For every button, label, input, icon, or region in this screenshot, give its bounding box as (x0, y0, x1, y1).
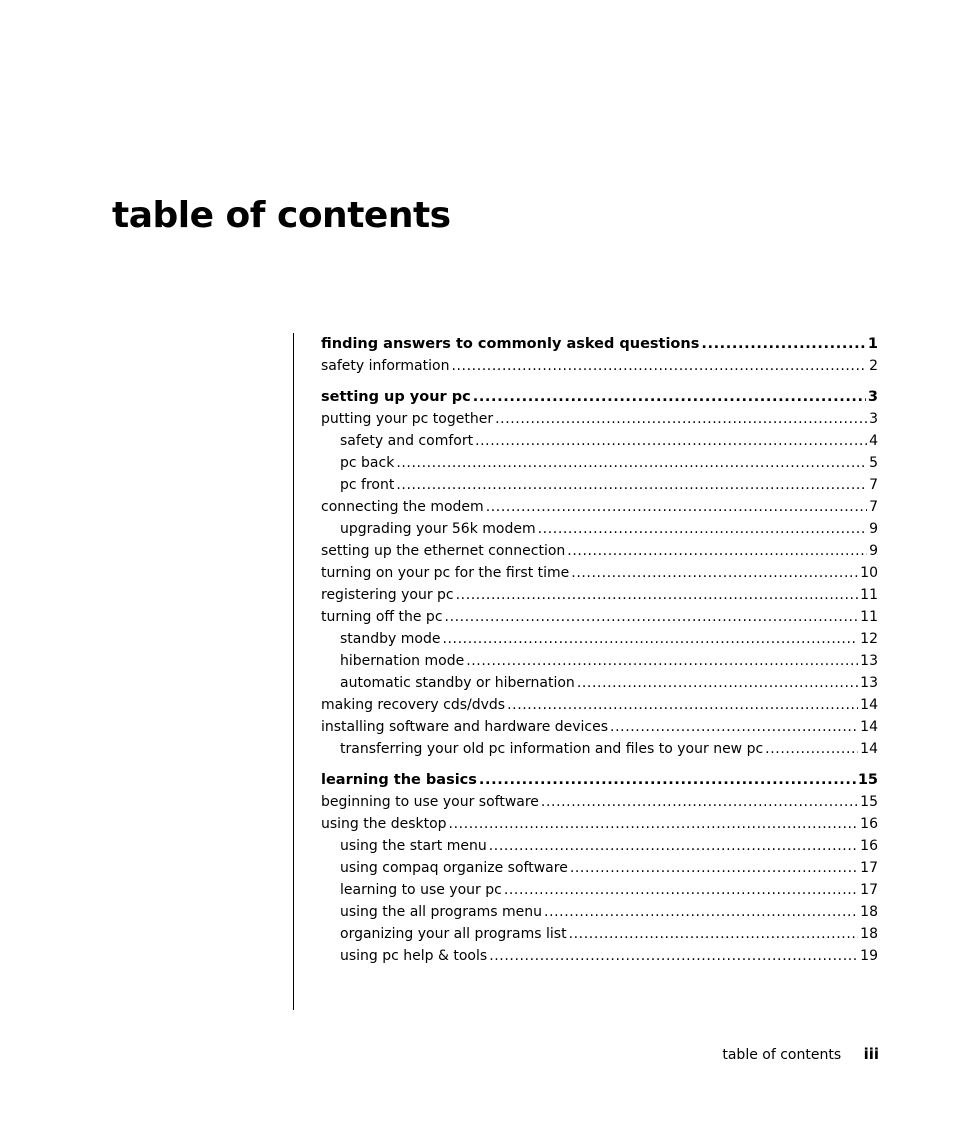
toc-entry-page: 17 (860, 882, 878, 898)
toc-dot-leader (445, 606, 859, 628)
toc-entry-page: 13 (860, 675, 878, 691)
toc-dot-leader (466, 650, 858, 672)
toc-entry[interactable] (321, 672, 878, 694)
toc-entry[interactable] (321, 452, 878, 474)
toc-entry[interactable] (321, 408, 878, 430)
toc-entry-page: 10 (860, 565, 878, 581)
toc-entry-title: safety and comfort (340, 433, 474, 449)
toc-dot-leader (567, 540, 867, 562)
toc-entry[interactable] (321, 694, 878, 716)
page-footer (722, 1045, 879, 1063)
toc-dot-leader (610, 716, 858, 738)
toc-entry-page: 14 (860, 697, 878, 713)
toc-entry[interactable] (321, 355, 878, 377)
toc-entry-title: turning off the pc (321, 609, 443, 625)
toc-dot-leader (449, 813, 859, 835)
toc-entry-page: 3 (869, 411, 878, 427)
page-title: table of contents (112, 195, 451, 236)
toc-entry-page: 9 (869, 543, 878, 559)
toc-entry-page: 16 (860, 816, 878, 832)
footer-label: table of contents (722, 1047, 842, 1063)
toc-entry[interactable] (321, 791, 878, 813)
toc-entry[interactable] (321, 606, 878, 628)
toc-entry-title: learning to use your pc (340, 882, 502, 898)
toc-dot-leader (569, 923, 859, 945)
toc-dot-leader (541, 791, 858, 813)
toc-entry-title: learning the basics (321, 772, 477, 788)
toc-entry[interactable] (321, 430, 878, 452)
toc-entry-page: 3 (867, 389, 878, 405)
toc-entry-title: using the all programs menu (340, 904, 543, 920)
toc-entry-title: beginning to use your software (321, 794, 539, 810)
toc-dot-leader (701, 333, 866, 355)
toc-entry[interactable] (321, 650, 878, 672)
toc-dot-leader (396, 474, 867, 496)
toc-entry-title: safety information (321, 358, 450, 374)
toc-dot-leader (475, 430, 867, 452)
toc-entry[interactable] (321, 945, 878, 967)
toc-entry-title: putting your pc together (321, 411, 494, 427)
toc-entry-page: 7 (869, 477, 878, 493)
toc-entry-title: using the desktop (321, 816, 447, 832)
toc-entry-page: 9 (869, 521, 878, 537)
toc-dot-leader (571, 562, 858, 584)
toc-entry-page: 15 (857, 772, 878, 788)
toc-entry-title: upgrading your 56k modem (340, 521, 536, 537)
toc-entry-title: automatic standby or hibernation (340, 675, 575, 691)
toc-entry-title: using the start menu (340, 838, 487, 854)
toc-dot-leader (504, 879, 858, 901)
toc-entry[interactable] (321, 562, 878, 584)
toc-entry-title: standby mode (340, 631, 441, 647)
toc-entry-title: pc back (340, 455, 395, 471)
toc-entry-title: installing software and hardware devices (321, 719, 609, 735)
toc-entry-page: 16 (860, 838, 878, 854)
toc-dot-leader (507, 694, 858, 716)
toc-entry-page: 5 (869, 455, 878, 471)
toc-entry-page: 4 (869, 433, 878, 449)
toc-entry-page: 11 (860, 609, 878, 625)
toc-dot-leader (473, 386, 866, 408)
toc-dot-leader (495, 408, 867, 430)
toc-entry-page: 12 (860, 631, 878, 647)
toc-entry-title: using pc help & tools (340, 948, 488, 964)
toc-dot-leader (489, 945, 858, 967)
toc-entry-title: making recovery cds/dvds (321, 697, 506, 713)
toc-chapter-entry[interactable] (321, 333, 878, 355)
toc-entry-title: using compaq organize software (340, 860, 568, 876)
toc-dot-leader (577, 672, 858, 694)
toc-entry[interactable] (321, 879, 878, 901)
toc-dot-leader (486, 496, 867, 518)
toc-entry[interactable] (321, 628, 878, 650)
toc-entry-page: 2 (869, 358, 878, 374)
toc-entry-title: transferring your old pc information and files to your new pc (340, 741, 764, 757)
toc-chapter-entry[interactable] (321, 769, 878, 791)
toc-entry[interactable] (321, 474, 878, 496)
toc-entry-page: 14 (860, 719, 878, 735)
toc-entry-page: 18 (860, 926, 878, 942)
toc-entry-title: pc front (340, 477, 395, 493)
toc-dot-leader (479, 769, 856, 791)
toc-entry[interactable] (321, 857, 878, 879)
toc-entry[interactable] (321, 835, 878, 857)
toc-dot-leader (538, 518, 867, 540)
toc-entry-title: registering your pc (321, 587, 454, 603)
toc-entry-page: 1 (867, 336, 878, 352)
toc-entry[interactable] (321, 584, 878, 606)
toc-dot-leader (451, 355, 867, 377)
toc-entry-title: turning on your pc for the first time (321, 565, 570, 581)
toc-entry[interactable] (321, 901, 878, 923)
toc-vertical-rule (293, 333, 294, 1010)
toc-entry[interactable] (321, 813, 878, 835)
toc-entry-title: hibernation mode (340, 653, 465, 669)
toc-entry[interactable] (321, 716, 878, 738)
toc-entry-title: connecting the modem (321, 499, 484, 515)
toc-entry-page: 7 (869, 499, 878, 515)
toc-entry[interactable] (321, 496, 878, 518)
toc-entry-page: 11 (860, 587, 878, 603)
toc-entry[interactable] (321, 923, 878, 945)
toc-dot-leader (570, 857, 858, 879)
toc-entry-title: finding answers to commonly asked questions (321, 336, 700, 352)
toc-dot-leader (544, 901, 858, 923)
toc-entry-title: setting up your pc (321, 389, 471, 405)
toc-entry-title: organizing your all programs list (340, 926, 567, 942)
toc-entry-page: 17 (860, 860, 878, 876)
toc-dot-leader (765, 738, 858, 760)
toc-entry[interactable] (321, 518, 878, 540)
toc-list (321, 333, 878, 967)
toc-entry[interactable] (321, 540, 878, 562)
toc-entry[interactable] (321, 738, 878, 760)
footer-page-number: iii (863, 1045, 879, 1063)
toc-dot-leader (442, 628, 858, 650)
toc-entry-page: 14 (860, 741, 878, 757)
toc-dot-leader (489, 835, 858, 857)
toc-entry-page: 18 (860, 904, 878, 920)
toc-chapter-entry[interactable] (321, 386, 878, 408)
toc-entry-page: 19 (860, 948, 878, 964)
toc-entry-page: 13 (860, 653, 878, 669)
toc-dot-leader (396, 452, 867, 474)
toc-entry-title: setting up the ethernet connection (321, 543, 566, 559)
toc-entry-page: 15 (860, 794, 878, 810)
toc-dot-leader (456, 584, 859, 606)
